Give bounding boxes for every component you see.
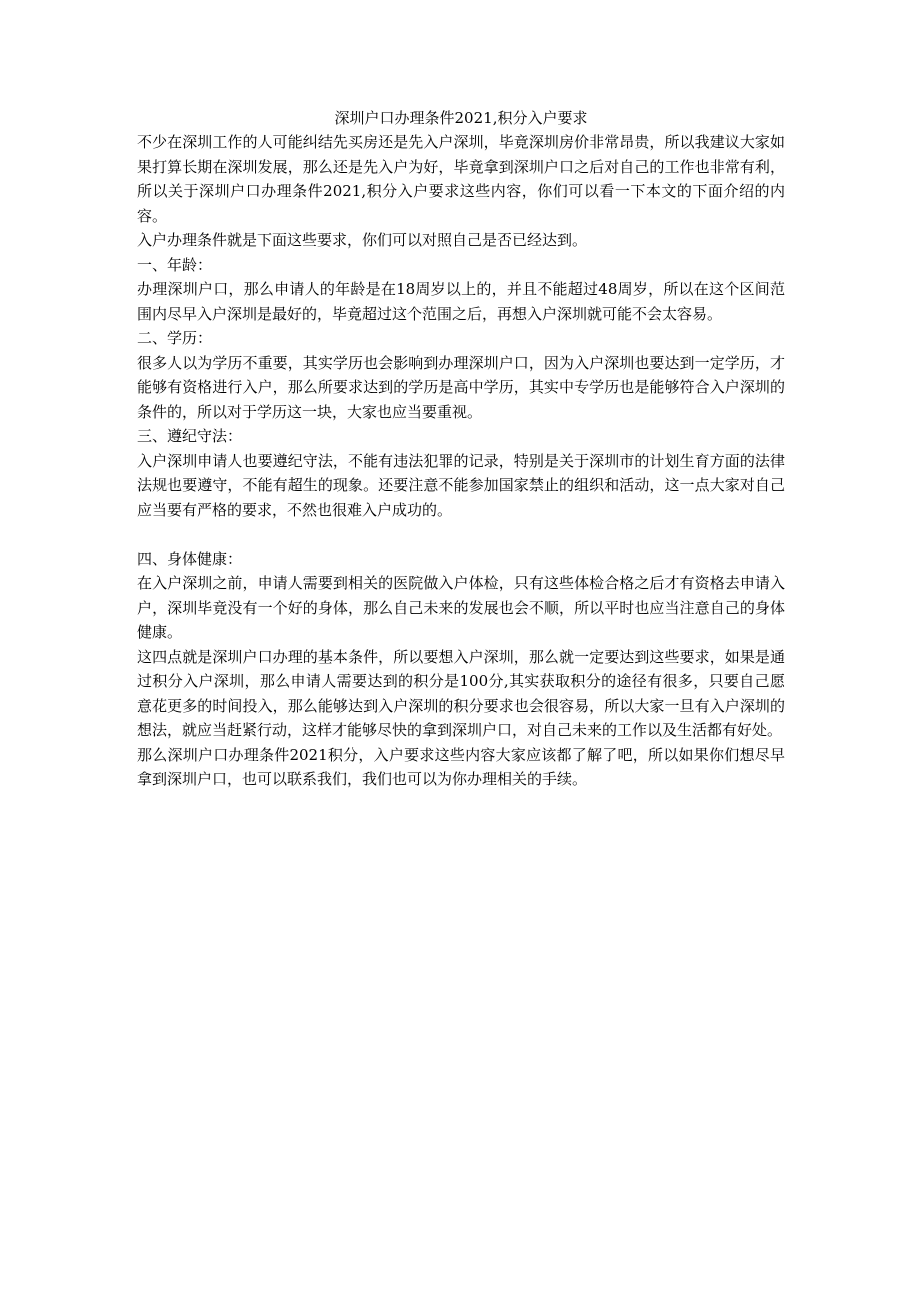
section-body-law: 入户深圳申请人也要遵纪守法，不能有违法犯罪的记录，特别是关于深圳市的计划生育方面的法律法规也要遵守，不能有超生的现象。还要注意不能参加国家禁止的组织和活动，这一点大家对自己应当要有严格的要求，不然也很难入户成功的。 bbox=[137, 451, 785, 519]
intro-paragraph: 不少在深圳工作的人可能纠结先买房还是先入户深圳，毕竟深圳房价非常昂贵，所以我建议大家如果打算长期在深圳发展，那么还是先入户为好，毕竟拿到深圳户口之后对自己的工作也非常有利，所以关于深圳户口办理条件2021,积分入户要求这些内容，你们可以看一下本文的下面介绍的内容。 bbox=[137, 133, 785, 225]
lead-paragraph: 入户办理条件就是下面这些要求，你们可以对照自己是否已经达到。 bbox=[137, 231, 588, 249]
closing-paragraph: 那么深圳户口办理条件2021积分，入户要求这些内容大家应该都了解了吧，所以如果你们想尽早拿到深圳户口，也可以联系我们，我们也可以为你办理相关的手续。 bbox=[137, 745, 785, 788]
blank-line bbox=[137, 522, 785, 547]
section-body-health: 在入户深圳之前，申请人需要到相关的医院做入户体检，只有这些体检合格之后才有资格去申请入户，深圳毕竟没有一个好的身体，那么自己未来的发展也会不顺，所以平时也应当注意自己的身体健康。 bbox=[137, 574, 785, 641]
section-heading-age: 一、年龄： bbox=[137, 255, 213, 274]
document-page bbox=[137, 106, 785, 792]
section-heading-law: 三、遵纪守法： bbox=[137, 427, 243, 445]
summary-paragraph: 这四点就是深圳户口办理的基本条件，所以要想入户深圳，那么就一定要达到这些要求，如果是通过积分入户深圳，那么申请人需要达到的积分是100分,其实获取积分的途径有很多，只要自己愿意花更多的时间投入，那么能够达到入户深圳的积分要求也会很容易，所以大家一旦有入户深圳的想法，就应当赶紧行动，这样才能够尽快的拿到深圳户口，对自己未来的工作以及生活都有好处。 bbox=[137, 647, 785, 739]
section-heading-health: 四、身体健康： bbox=[137, 549, 243, 568]
section-heading-education: 二、学历： bbox=[137, 329, 213, 347]
section-body-age: 办理深圳户口，那么申请人的年龄是在18周岁以上的，并且不能超过48周岁，所以在这个区间范围内尽早入户深圳是最好的，毕竟超过这个范围之后，再想入户深圳就可能不会太容易。 bbox=[137, 280, 785, 323]
section-body-education: 很多人以为学历不重要，其实学历也会影响到办理深圳户口，因为入户深圳也要达到一定学历，才能够有资格进行入户，那么所要求达到的学历是高中学历，其实中专学历也是能够符合入户深圳的条件的，所以对于学历这一块，大家也应当要重视。 bbox=[137, 353, 785, 421]
document-title: 深圳户口办理条件2021,积分入户要求 bbox=[334, 109, 588, 127]
